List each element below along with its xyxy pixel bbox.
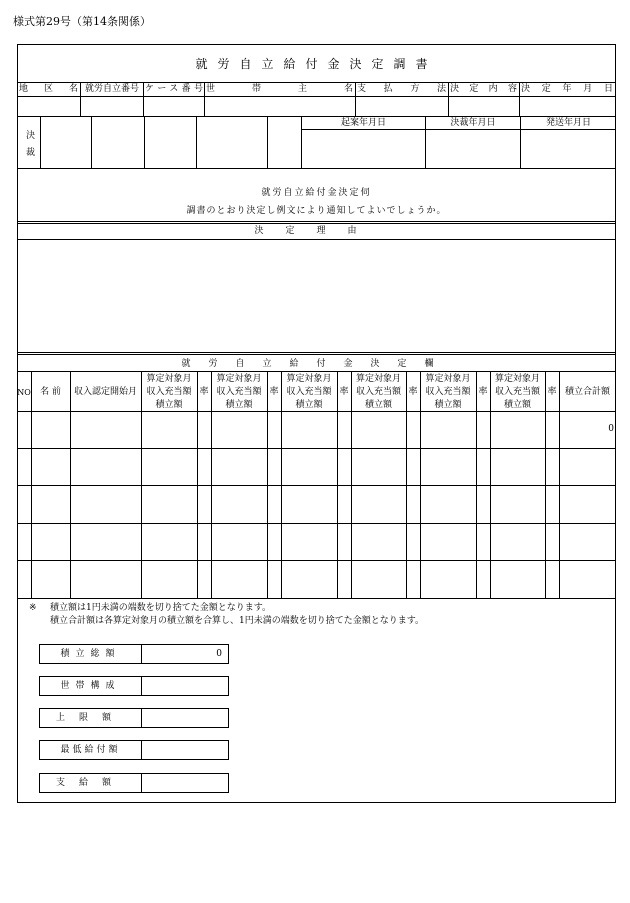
header-householder: 世帯主名 [206, 84, 353, 94]
divider [476, 371, 477, 598]
col-income-amount: 収入充当額 [425, 387, 471, 397]
divider [267, 116, 268, 168]
header-decision-content: 決定内容 [450, 84, 517, 94]
col-income-amount: 収入充当額 [494, 387, 540, 397]
divider [406, 371, 407, 598]
col-target-month: 算定対象月 [146, 374, 192, 384]
col-name: 名 前 [40, 387, 61, 397]
divider [559, 371, 560, 598]
col-rate: 率 [339, 387, 349, 397]
divider [17, 411, 616, 412]
divider [17, 221, 616, 222]
divider [196, 116, 197, 168]
divider [31, 371, 32, 598]
col-reserve-amount: 積立額 [434, 400, 462, 410]
approval-date-label: 決裁年月日 [450, 118, 496, 128]
divider [17, 448, 616, 449]
divider [141, 708, 142, 728]
divider [337, 371, 338, 598]
note-line-2: 積立合計額は各算定対象月の積立額を合算し、1円未満の端数を切り捨てた金額となります。 [50, 616, 425, 626]
col-reserve-amount: 積立額 [295, 400, 323, 410]
col-total-reserve: 積立合計額 [564, 387, 610, 397]
reason-heading: 決定理由 [254, 226, 379, 236]
col-income-amount: 収入充当額 [216, 387, 262, 397]
divider [17, 371, 616, 372]
header-employment-number: 就労自立番号 [84, 84, 139, 94]
col-income-start: 収入認定開始月 [73, 387, 137, 397]
row-total-value: 0 [608, 424, 614, 434]
divider [143, 82, 144, 116]
divider [17, 96, 616, 97]
col-reserve-amount: 積立額 [225, 400, 253, 410]
divider [144, 116, 145, 168]
summary-label: 最低給付額 [60, 745, 121, 755]
col-income-amount: 収入充当額 [355, 387, 401, 397]
divider [141, 676, 142, 696]
col-target-month: 算定対象月 [355, 374, 401, 384]
divider [141, 773, 142, 793]
divider [301, 129, 616, 130]
header-payment-method: 支払方法 [357, 84, 446, 94]
form-title: 就労自立給付金決定調書 [195, 57, 438, 71]
draft-date-label: 起案年月日 [340, 118, 386, 128]
divider [17, 354, 616, 355]
divider [17, 168, 616, 169]
divider [91, 116, 92, 168]
divider [70, 371, 71, 598]
col-target-month: 算定対象月 [286, 374, 332, 384]
header-case-number: ケース番号 [145, 84, 203, 94]
proposal-title: 就労自立給付金決定伺 [261, 188, 372, 198]
divider [204, 82, 205, 116]
approval-label: 決裁 [24, 130, 34, 164]
col-rate: 率 [547, 387, 557, 397]
header-decision-date: 決定年月日 [521, 84, 613, 94]
col-target-month: 算定対象月 [494, 374, 540, 384]
header-district: 地区名 [19, 84, 78, 94]
divider [17, 560, 616, 561]
col-rate: 率 [478, 387, 488, 397]
summary-label: 積立総額 [60, 649, 121, 659]
divider [355, 82, 356, 116]
divider [40, 116, 41, 168]
col-rate: 率 [408, 387, 418, 397]
divider [17, 485, 616, 486]
proposal-text: 調書のとおり決定し例文により通知してよいでしょうか。 [186, 206, 447, 216]
form-number: 様式第29号（第14条関係） [13, 15, 151, 28]
summary-label: 支給額 [55, 778, 125, 788]
divider [17, 239, 616, 240]
divider [519, 82, 520, 116]
col-rate: 率 [199, 387, 209, 397]
note-mark: ※ [29, 603, 37, 613]
col-rate: 率 [269, 387, 279, 397]
note-line-1: 積立額は1円未満の端数を切り捨てた金額となります。 [50, 603, 272, 613]
divider [17, 223, 616, 224]
divider [17, 116, 616, 117]
dispatch-date-label: 発送年月日 [545, 118, 591, 128]
divider [17, 598, 616, 599]
divider [17, 82, 616, 83]
col-reserve-amount: 積立額 [364, 400, 392, 410]
decision-heading: 就労自立給付金決定欄 [181, 359, 452, 369]
col-target-month: 算定対象月 [425, 374, 471, 384]
col-no: NO [17, 388, 31, 397]
divider [545, 371, 546, 598]
col-income-amount: 収入充当額 [286, 387, 332, 397]
divider [448, 82, 449, 116]
divider [17, 523, 616, 524]
divider [17, 352, 616, 353]
divider [197, 371, 198, 598]
summary-label: 上限額 [55, 713, 125, 723]
summary-label: 世帯構成 [60, 681, 121, 691]
col-income-amount: 収入充当額 [146, 387, 192, 397]
col-reserve-amount: 積立額 [503, 400, 531, 410]
summary-value: 0 [216, 649, 222, 659]
divider [141, 740, 142, 760]
col-reserve-amount: 積立額 [155, 400, 183, 410]
col-target-month: 算定対象月 [216, 374, 262, 384]
divider [267, 371, 268, 598]
